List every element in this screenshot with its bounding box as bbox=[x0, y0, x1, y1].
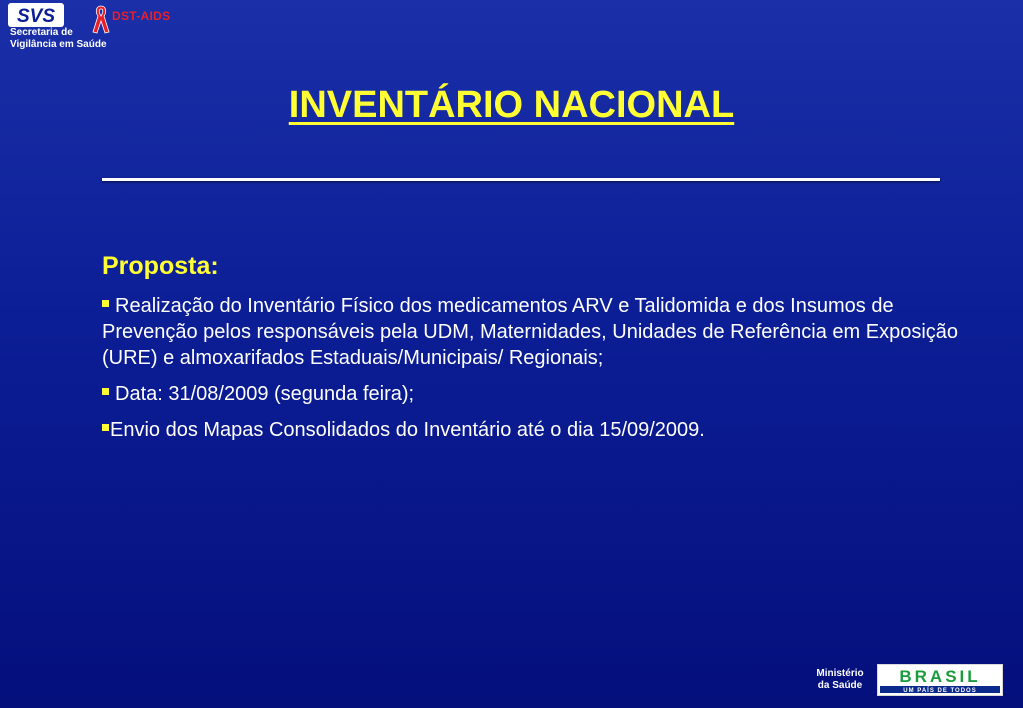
brasil-logo-text: BRASIL bbox=[899, 667, 981, 686]
brasil-tagline: UM PAÍS DE TODOS bbox=[903, 688, 977, 694]
square-bullet-icon bbox=[102, 424, 109, 431]
square-bullet-icon bbox=[102, 300, 109, 307]
list-item bbox=[102, 293, 982, 371]
brasil-logo-graphic bbox=[878, 665, 1002, 695]
square-bullet-icon bbox=[102, 388, 109, 395]
svs-subtitle-line1: Secretaria de bbox=[10, 27, 73, 38]
content bbox=[102, 252, 982, 453]
list-item-text: Realização do Inventário Físico dos medicamentos ARV e Talidomida e dos Insumos de Prevenção pelos responsáveis pela UDM, Maternidades, Unidades de Referência em Exposição (URE) e almoxarifados Estaduais/Municipais/ Regionais; bbox=[102, 295, 959, 369]
svs-subtitle-line2: Vigilância em Saúde bbox=[10, 39, 107, 50]
list-item-text: Envio dos Mapas Consolidados do Inventário até o dia 15/09/2009. bbox=[110, 419, 705, 441]
page-title bbox=[0, 84, 1023, 127]
svs-logo bbox=[8, 3, 64, 27]
section-heading: Proposta: bbox=[102, 252, 219, 280]
title-divider bbox=[102, 178, 940, 181]
brasil-logo bbox=[877, 664, 1003, 696]
ministry-line1: Ministério bbox=[816, 668, 864, 679]
aids-ribbon-icon bbox=[90, 4, 112, 34]
list-item bbox=[102, 381, 982, 407]
svs-logo-text: SVS bbox=[16, 6, 56, 27]
list-item bbox=[102, 417, 982, 443]
ministry-line2: da Saúde bbox=[817, 680, 863, 691]
page-title-text: INVENTÁRIO NACIONAL bbox=[288, 84, 735, 126]
dst-aids-label: DST-AIDS bbox=[112, 9, 171, 23]
list-item-text: Data: 31/08/2009 (segunda feira); bbox=[115, 383, 415, 405]
ministry-label bbox=[808, 668, 872, 692]
